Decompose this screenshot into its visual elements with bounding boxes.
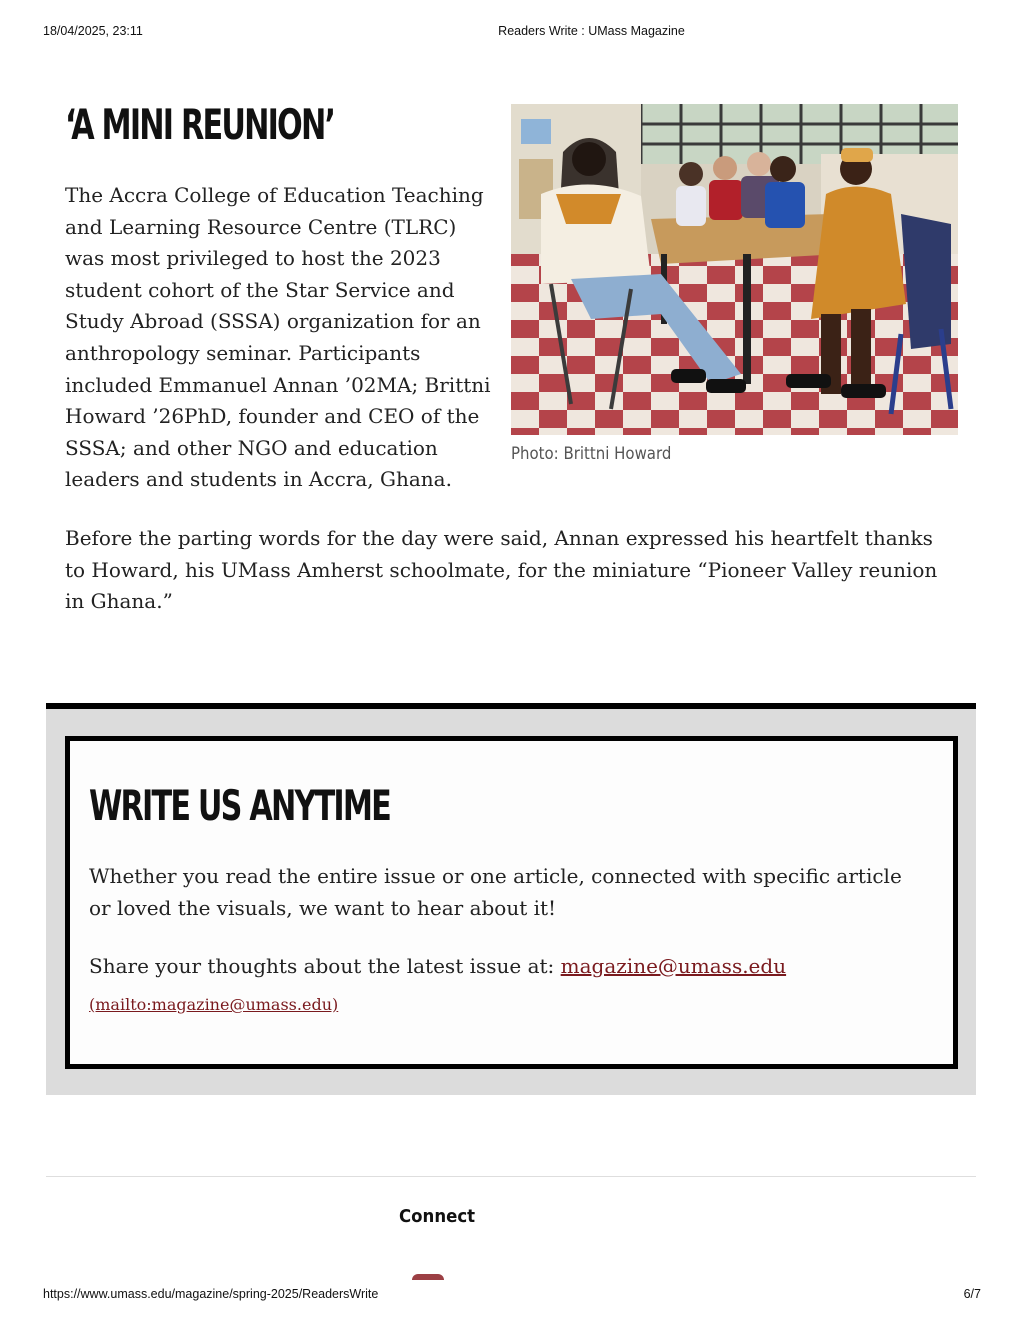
article-heading: ‘A MINI REUNION’ (65, 100, 335, 149)
connect-heading: Connect (399, 1206, 476, 1227)
article-closing-paragraph: Before the parting words for the day were said, Annan expressed his heartfelt thanks to Howard, his UMass Amherst schoolmate, for the miniature “Pioneer Valley reunion in Ghana.” (65, 526, 938, 614)
social-icon[interactable] (412, 1274, 444, 1280)
print-page-number: 6/7 (963, 1287, 981, 1301)
callout-heading: WRITE US ANYTIME (89, 781, 391, 830)
write-us-box (65, 736, 958, 1069)
group-photo (511, 104, 958, 435)
print-datetime: 18/04/2025, 23:11 (43, 24, 143, 38)
write-us-callout (46, 703, 976, 1095)
mailto-note: (mailto:magazine@umass.edu) (89, 995, 339, 1014)
print-page-title: Readers Write : UMass Magazine (498, 24, 685, 38)
callout-body: Whether you read the entire issue or one article, connected with specific article or loved the visuals, we want to hear about it! (89, 864, 902, 920)
photo-caption: Photo: Brittni Howard (511, 444, 672, 464)
magazine-email-link[interactable]: magazine@umass.edu (560, 954, 787, 978)
article-intro-paragraph: The Accra College of Education Teaching and Learning Resource Centre (TLRC) was most privileged to host the 2023 student cohort of the Star Service and Study Abroad (SSSA) organization for an anthropology seminar. Participants included Emmanuel Annan ’02MA; Brittni Howard ’26PhD, founder and CEO of the SSSA; and other NGO and education leaders and students in Accra, Ghana. (65, 183, 491, 492)
footer-divider (46, 1176, 976, 1177)
print-url: https://www.umass.edu/magazine/spring-2025/ReadersWrite (43, 1287, 379, 1301)
share-prefix: Share your thoughts about the latest issue at: (89, 954, 561, 978)
callout-share-line (89, 951, 909, 983)
print-header (0, 24, 1024, 40)
